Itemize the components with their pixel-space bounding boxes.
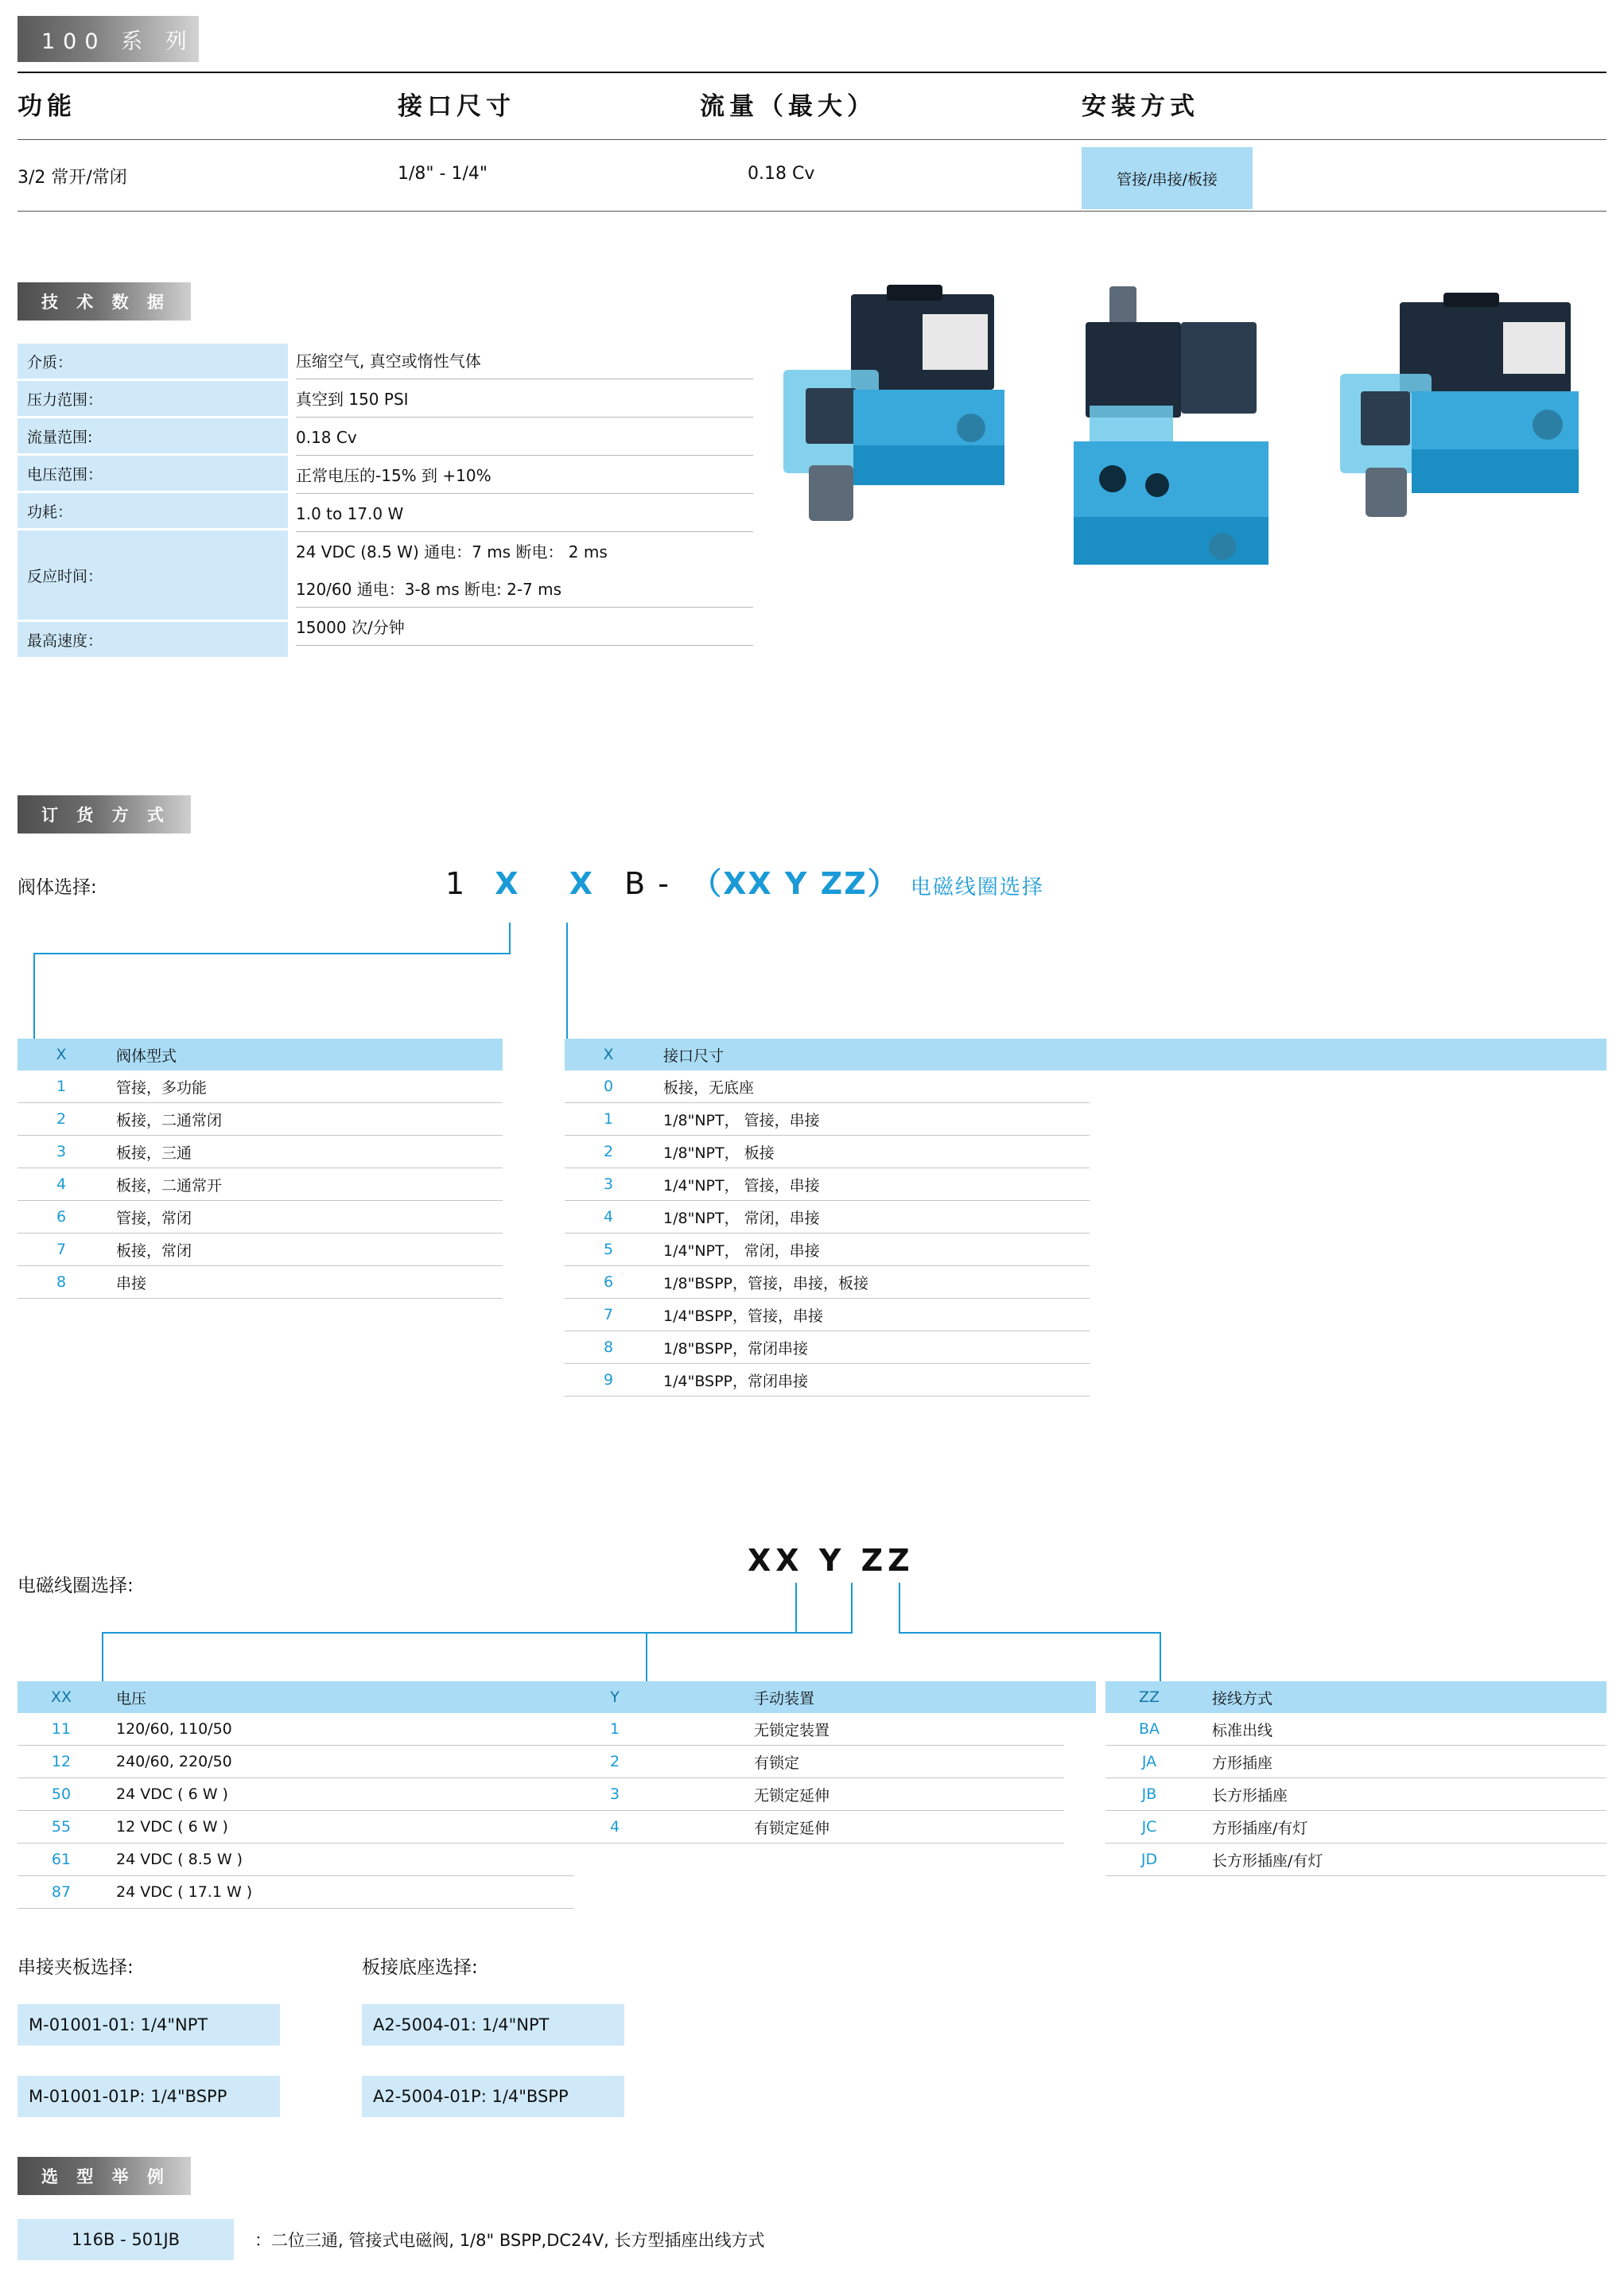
table-row: [565, 1070, 1090, 1103]
voltage-table: [17, 1681, 574, 1909]
table-row: [1105, 1811, 1607, 1844]
row-text: 1/4"BSPP，管接，串接: [663, 1307, 823, 1325]
example-code: 116B - 501JB: [17, 2219, 234, 2260]
wiring-head-code: ZZ: [1138, 1688, 1160, 1706]
coil-code-string: XX Y ZZ: [748, 1543, 915, 1578]
clamp-part-1: M-01001-01: 1/4"NPT: [17, 2004, 280, 2046]
wiring-head-title: 接线方式: [1212, 1689, 1273, 1708]
valve-type-head-code: X: [56, 1046, 67, 1063]
tech-value: 1.0 to 17.0 W: [296, 496, 753, 532]
code-x2: X: [569, 866, 594, 901]
table-row: [17, 1811, 574, 1844]
table-row: [565, 1364, 1090, 1397]
tech-label: 电压范围：: [17, 456, 288, 491]
table-row: [565, 1299, 1090, 1331]
port-size-head-code: X: [603, 1046, 614, 1063]
spec-header-row: [0, 86, 1624, 127]
row-text: 1/4"NPT， 管接，串接: [663, 1176, 820, 1195]
table-row: [17, 1844, 574, 1876]
table-row: [565, 1266, 1090, 1299]
row-text: 120/60, 110/50: [116, 1720, 232, 1738]
divider-top: [17, 72, 1607, 73]
spec-value-row: [0, 159, 1624, 207]
row-text: 板接，无底座: [663, 1078, 755, 1097]
manual-head-code: Y: [610, 1688, 620, 1706]
ordering-title: 订 货 方 式: [17, 795, 191, 833]
col-title-flow: 流量（最大）: [700, 92, 876, 121]
table-row: [17, 1136, 503, 1168]
tech-value: 0.18 Cv: [296, 420, 753, 456]
example-title: 选 型 举 例: [17, 2157, 191, 2195]
table-row: [17, 1266, 503, 1299]
row-code: 87: [51, 1883, 72, 1901]
leader-line: [33, 953, 511, 954]
tech-value-column: [296, 344, 753, 648]
manual-header: [571, 1681, 1096, 1713]
table-row: [1105, 1746, 1607, 1778]
table-row: [17, 1201, 503, 1234]
table-row: [17, 1168, 503, 1201]
table-row: [571, 1713, 1064, 1746]
row-text: 标准出线: [1212, 1721, 1273, 1739]
row-text: 板接，常闭: [116, 1241, 192, 1260]
row-code: JB: [1141, 1785, 1157, 1803]
code-suffix: 电磁线圈选择: [910, 876, 1044, 899]
row-code: 61: [51, 1851, 72, 1868]
row-text: 1/8"NPT， 板接: [663, 1144, 775, 1162]
table-row: [17, 1070, 503, 1103]
leader-line: [33, 953, 35, 1039]
tech-label: 流量范围:: [17, 418, 288, 453]
row-code: 9: [603, 1371, 614, 1389]
row-text: 方形插座: [1212, 1754, 1273, 1772]
table-row: [571, 1746, 1064, 1778]
valve-code-string: [445, 859, 1044, 903]
table-row: [565, 1201, 1090, 1234]
row-code: 1: [603, 1110, 614, 1128]
code-x1: X: [495, 866, 520, 901]
col-title-mounting: 安装方式: [1082, 92, 1199, 121]
row-code: 6: [603, 1273, 614, 1291]
row-code: 2: [603, 1143, 614, 1160]
base-selection-label: 板接底座选择:: [362, 1957, 478, 1978]
row-code: 3: [603, 1175, 614, 1193]
manual-head-title: 手动装置: [754, 1689, 815, 1708]
row-code: 4: [609, 1818, 620, 1836]
voltage-header: [17, 1681, 574, 1713]
tech-label: 最高速度：: [17, 622, 288, 657]
valve-type-header: [17, 1039, 503, 1070]
manual-operator-table: [571, 1681, 1096, 1844]
example-description: ：二位三通, 管接式电磁阀, 1/8" BSPP,DC24V, 长方型插座出线方式: [254, 2231, 765, 2250]
col-title-port: 接口尺寸: [398, 92, 515, 121]
code-prefix: 1: [445, 866, 467, 901]
divider-spec-bottom: [17, 211, 1607, 212]
row-code: 55: [51, 1818, 72, 1836]
valve-type-head-title: 阀体型式: [116, 1047, 177, 1065]
row-code: 7: [603, 1306, 614, 1323]
base-part-1: A2-5004-01: 1/4"NPT: [362, 2004, 624, 2046]
wiring-header: [1105, 1681, 1607, 1713]
voltage-head-title: 电压: [116, 1689, 147, 1708]
tech-label-column: [17, 344, 288, 659]
row-code: 6: [56, 1208, 67, 1226]
leader-line: [646, 1632, 647, 1681]
row-code: 3: [609, 1785, 620, 1803]
tech-value: 120/60 通电：3-8 ms 断电: 2-7 ms: [296, 572, 753, 608]
col-value-port: 1/8" - 1/4": [398, 164, 488, 184]
row-code: 12: [51, 1753, 72, 1770]
row-text: 长方形插座/有灯: [1212, 1851, 1323, 1870]
row-text: 240/60, 220/50: [116, 1753, 232, 1770]
row-text: 无锁定延伸: [754, 1786, 830, 1805]
divider-spec: [17, 139, 1607, 140]
leader-line: [851, 1583, 853, 1632]
col-title-function: 功能: [17, 92, 76, 121]
col-value-mounting: 管接/串接/板接: [1082, 147, 1253, 209]
table-row: [17, 1103, 503, 1136]
row-text: 24 VDC ( 6 W ): [116, 1785, 228, 1803]
tech-label: 功耗：: [17, 493, 288, 528]
row-code: 0: [603, 1078, 614, 1095]
row-text: 24 VDC ( 8.5 W ): [116, 1851, 243, 1868]
leader-line: [899, 1583, 900, 1632]
row-code: 4: [603, 1208, 614, 1226]
row-text: 串接: [116, 1274, 147, 1292]
row-text: 1/4"BSPP，常闭串接: [663, 1372, 808, 1390]
row-code: 11: [51, 1720, 72, 1738]
row-text: 12 VDC ( 6 W ): [116, 1818, 228, 1836]
wiring-table: [1105, 1681, 1607, 1876]
base-part-2: A2-5004-01P: 1/4"BSPP: [362, 2076, 624, 2117]
table-row: [17, 1778, 574, 1811]
row-code: BA: [1138, 1720, 1160, 1738]
row-code: 50: [51, 1785, 72, 1803]
voltage-head-code: XX: [50, 1688, 72, 1706]
table-row: [17, 1713, 574, 1746]
port-size-table: [565, 1039, 1607, 1397]
row-text: 管接，多功能: [116, 1078, 208, 1097]
product-photo-valve-2: [1042, 278, 1320, 612]
tech-value: 24 VDC (8.5 W) 通电：7 ms 断电： 2 ms: [296, 542, 608, 561]
row-code: 1: [609, 1720, 620, 1738]
row-code: 3: [56, 1143, 67, 1160]
row-text: 1/8"NPT， 管接，串接: [663, 1111, 820, 1129]
row-text: 板接，二通常开: [116, 1176, 223, 1195]
row-text: 板接，二通常闭: [116, 1111, 223, 1129]
table-row: [17, 1746, 574, 1778]
tech-data-title: 技 术 数 据: [17, 282, 191, 321]
row-text: 1/8"BSPP，管接，串接，板接: [663, 1274, 868, 1292]
product-photo-valve-3: [1324, 302, 1610, 596]
row-code: 1: [56, 1078, 67, 1095]
valve-type-table: [17, 1039, 503, 1299]
table-row: [17, 1234, 503, 1266]
coil-selection-label: 电磁线圈选择:: [17, 1576, 134, 1596]
table-row: [565, 1168, 1090, 1201]
leader-line: [1160, 1632, 1161, 1681]
row-text: 无锁定装置: [754, 1721, 830, 1739]
row-text: 长方形插座: [1212, 1786, 1288, 1805]
row-text: 方形插座/有灯: [1212, 1819, 1308, 1837]
row-code: JA: [1141, 1753, 1157, 1770]
port-size-head-title: 接口尺寸: [663, 1047, 725, 1065]
row-text: 管接，常闭: [116, 1209, 192, 1227]
tech-value: 真空到 150 PSI: [296, 382, 753, 418]
leader-line: [646, 1632, 853, 1634]
row-text: 1/8"NPT， 常闭，串接: [663, 1209, 820, 1227]
row-text: 板接，三通: [116, 1144, 192, 1162]
leader-line: [795, 1583, 797, 1632]
row-code: 8: [603, 1339, 614, 1356]
row-code: 4: [56, 1175, 67, 1193]
row-code: 8: [56, 1273, 67, 1291]
table-row: [1105, 1713, 1607, 1746]
leader-line: [509, 923, 511, 953]
leader-line: [566, 923, 568, 1039]
row-code: 2: [56, 1110, 67, 1128]
product-photo-valve-1: [760, 294, 1038, 589]
row-code: JC: [1141, 1818, 1157, 1836]
row-text: 24 VDC ( 17.1 W ): [116, 1883, 253, 1901]
table-row: [17, 1876, 574, 1909]
row-code: 7: [56, 1241, 67, 1258]
valve-selection-label: 阀体选择:: [17, 877, 97, 898]
table-row: [571, 1811, 1064, 1844]
tech-label: 压力范围：: [17, 381, 288, 416]
col-value-flow: 0.18 Cv: [748, 164, 815, 184]
table-row: [571, 1778, 1064, 1811]
tech-value: 15000 次/分钟: [296, 610, 753, 646]
row-code: 5: [603, 1241, 614, 1258]
product-photos: [760, 278, 1610, 660]
tech-label: 反应时间：: [17, 530, 288, 620]
table-row: [565, 1103, 1090, 1136]
clamp-part-2: M-01001-01P: 1/4"BSPP: [17, 2076, 280, 2117]
leader-line: [899, 1632, 1161, 1634]
table-row: [565, 1136, 1090, 1168]
row-text: 1/4"NPT， 常闭，串接: [663, 1241, 820, 1260]
tech-value: 正常电压的-15% 到 +10%: [296, 458, 753, 494]
tech-label: 介质：: [17, 344, 288, 379]
table-row: [1105, 1844, 1607, 1876]
code-bracket: （XX Y ZZ）: [691, 866, 899, 901]
row-code: 2: [609, 1753, 620, 1770]
table-row: [565, 1331, 1090, 1364]
row-text: 有锁定: [754, 1754, 800, 1772]
port-size-header: [565, 1039, 1607, 1070]
series-title: 100 系 列: [17, 16, 199, 62]
clamp-selection-label: 串接夹板选择:: [17, 1957, 134, 1978]
table-row: [1105, 1778, 1607, 1811]
col-value-function: 3/2 常开/常闭: [17, 168, 127, 188]
row-text: 1/8"BSPP，常闭串接: [663, 1339, 808, 1358]
row-code: JD: [1140, 1851, 1158, 1868]
row-text: 有锁定延伸: [754, 1819, 830, 1837]
leader-line: [102, 1632, 103, 1681]
code-b: B -: [624, 866, 670, 901]
table-row: [565, 1234, 1090, 1266]
tech-value: 压缩空气, 真空或惰性气体: [296, 344, 753, 379]
